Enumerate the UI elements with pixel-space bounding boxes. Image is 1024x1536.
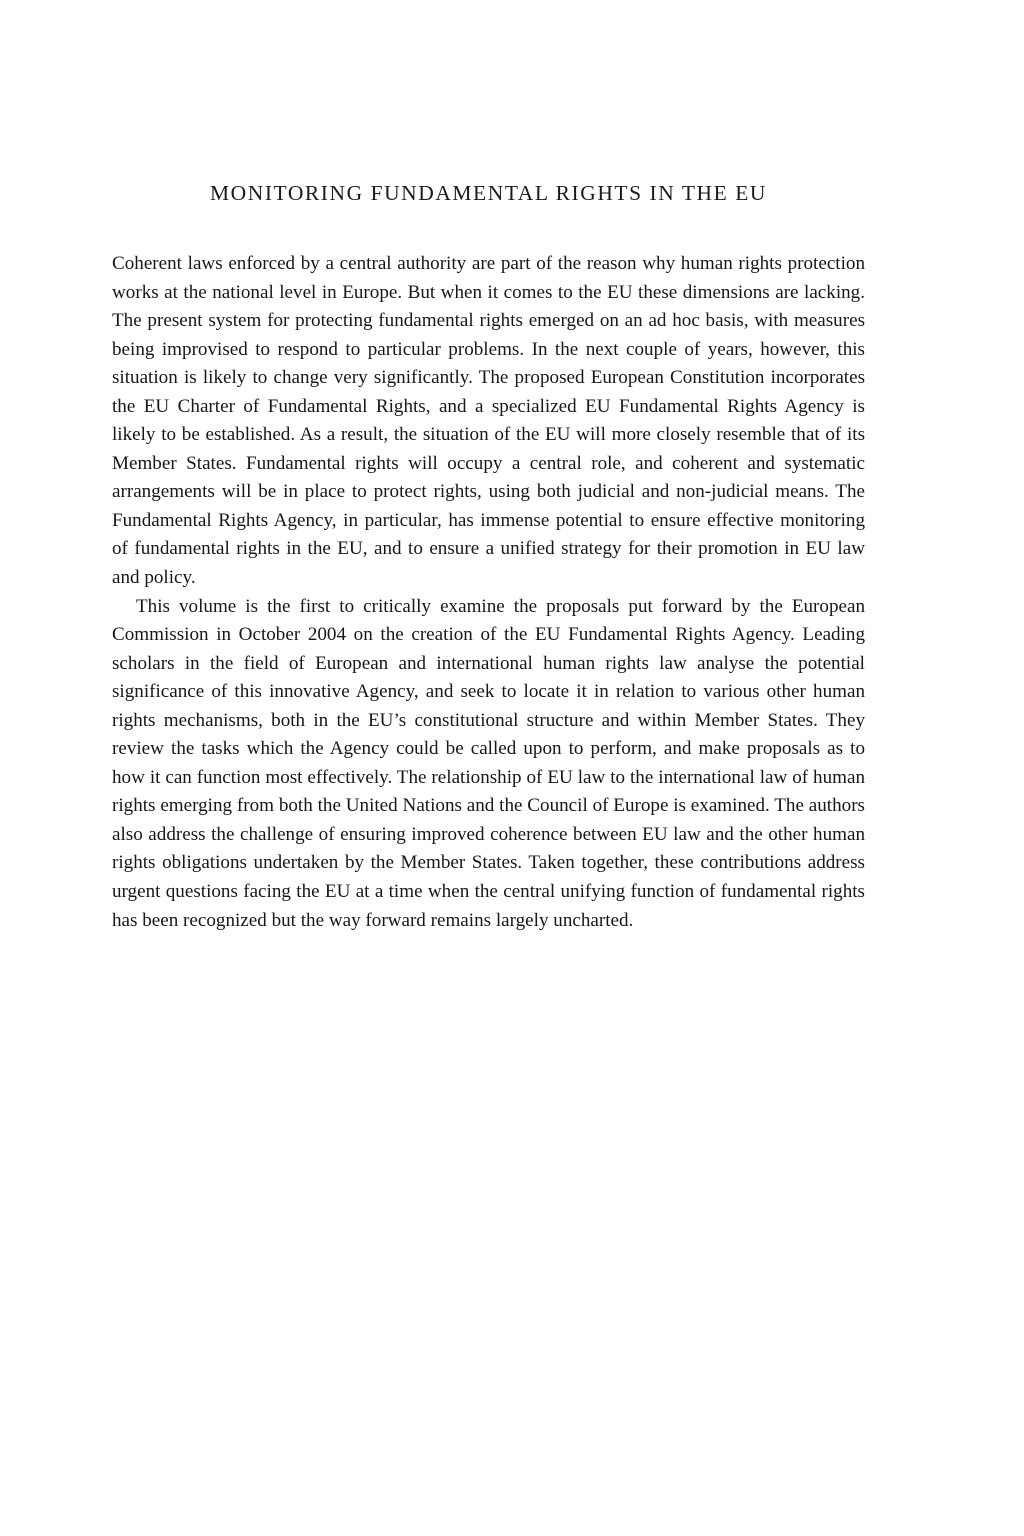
body-copy xyxy=(112,250,865,935)
page-title: MONITORING FUNDAMENTAL RIGHTS IN THE EU xyxy=(210,181,767,206)
paragraph-2: This volume is the first to critically examine the proposals put forward by the European Commission in October 2004 on the creation of the EU Fundamental Rights Agency. Leading scholars in the field of European and international human rights law analyse the potential significance of this innovative Agency, and seek to locate it in relation to various other human rights mechanisms, both in the EU’s constitutional structure and within Member States. They review the tasks which the Agency could be called upon to perform, and make proposals as to how it can function most effectively. The relationship of EU law to the international law of human rights emerging from both the United Nations and the Council of Europe is examined. The authors also address the challenge of ensuring improved coherence between EU law and the other human rights obligations undertaken by the Member States. Taken together, these contributions address urgent questions facing the EU at a time when the central unifying function of fundamental rights has been recognized but the way forward remains largely uncharted. xyxy=(112,595,865,931)
paragraph-1: Coherent laws enforced by a central authority are part of the reason why human rights protection works at the national level in Europe. But when it comes to the EU these dimensions are lacking. The present system for protecting fundamental rights emerged on an ad hoc basis, with measures being improvised to respond to particular problems. In the next couple of years, however, this situation is likely to change very significantly. The proposed European Constitution incorporates the EU Charter of Fundamental Rights, and a specialized EU Fundamental Rights Agency is likely to be established. As a result, the situation of the EU will more closely resemble that of its Member States. Fundamental rights will occupy a central role, and coherent and systematic arrangements will be in place to protect rights, using both judicial and non-judicial means. The Fundamental Rights Agency, in particular, has immense potential to ensure effective monitoring of fundamental rights in the EU, and to ensure a unified strategy for their promotion in EU law and policy. xyxy=(112,253,865,589)
